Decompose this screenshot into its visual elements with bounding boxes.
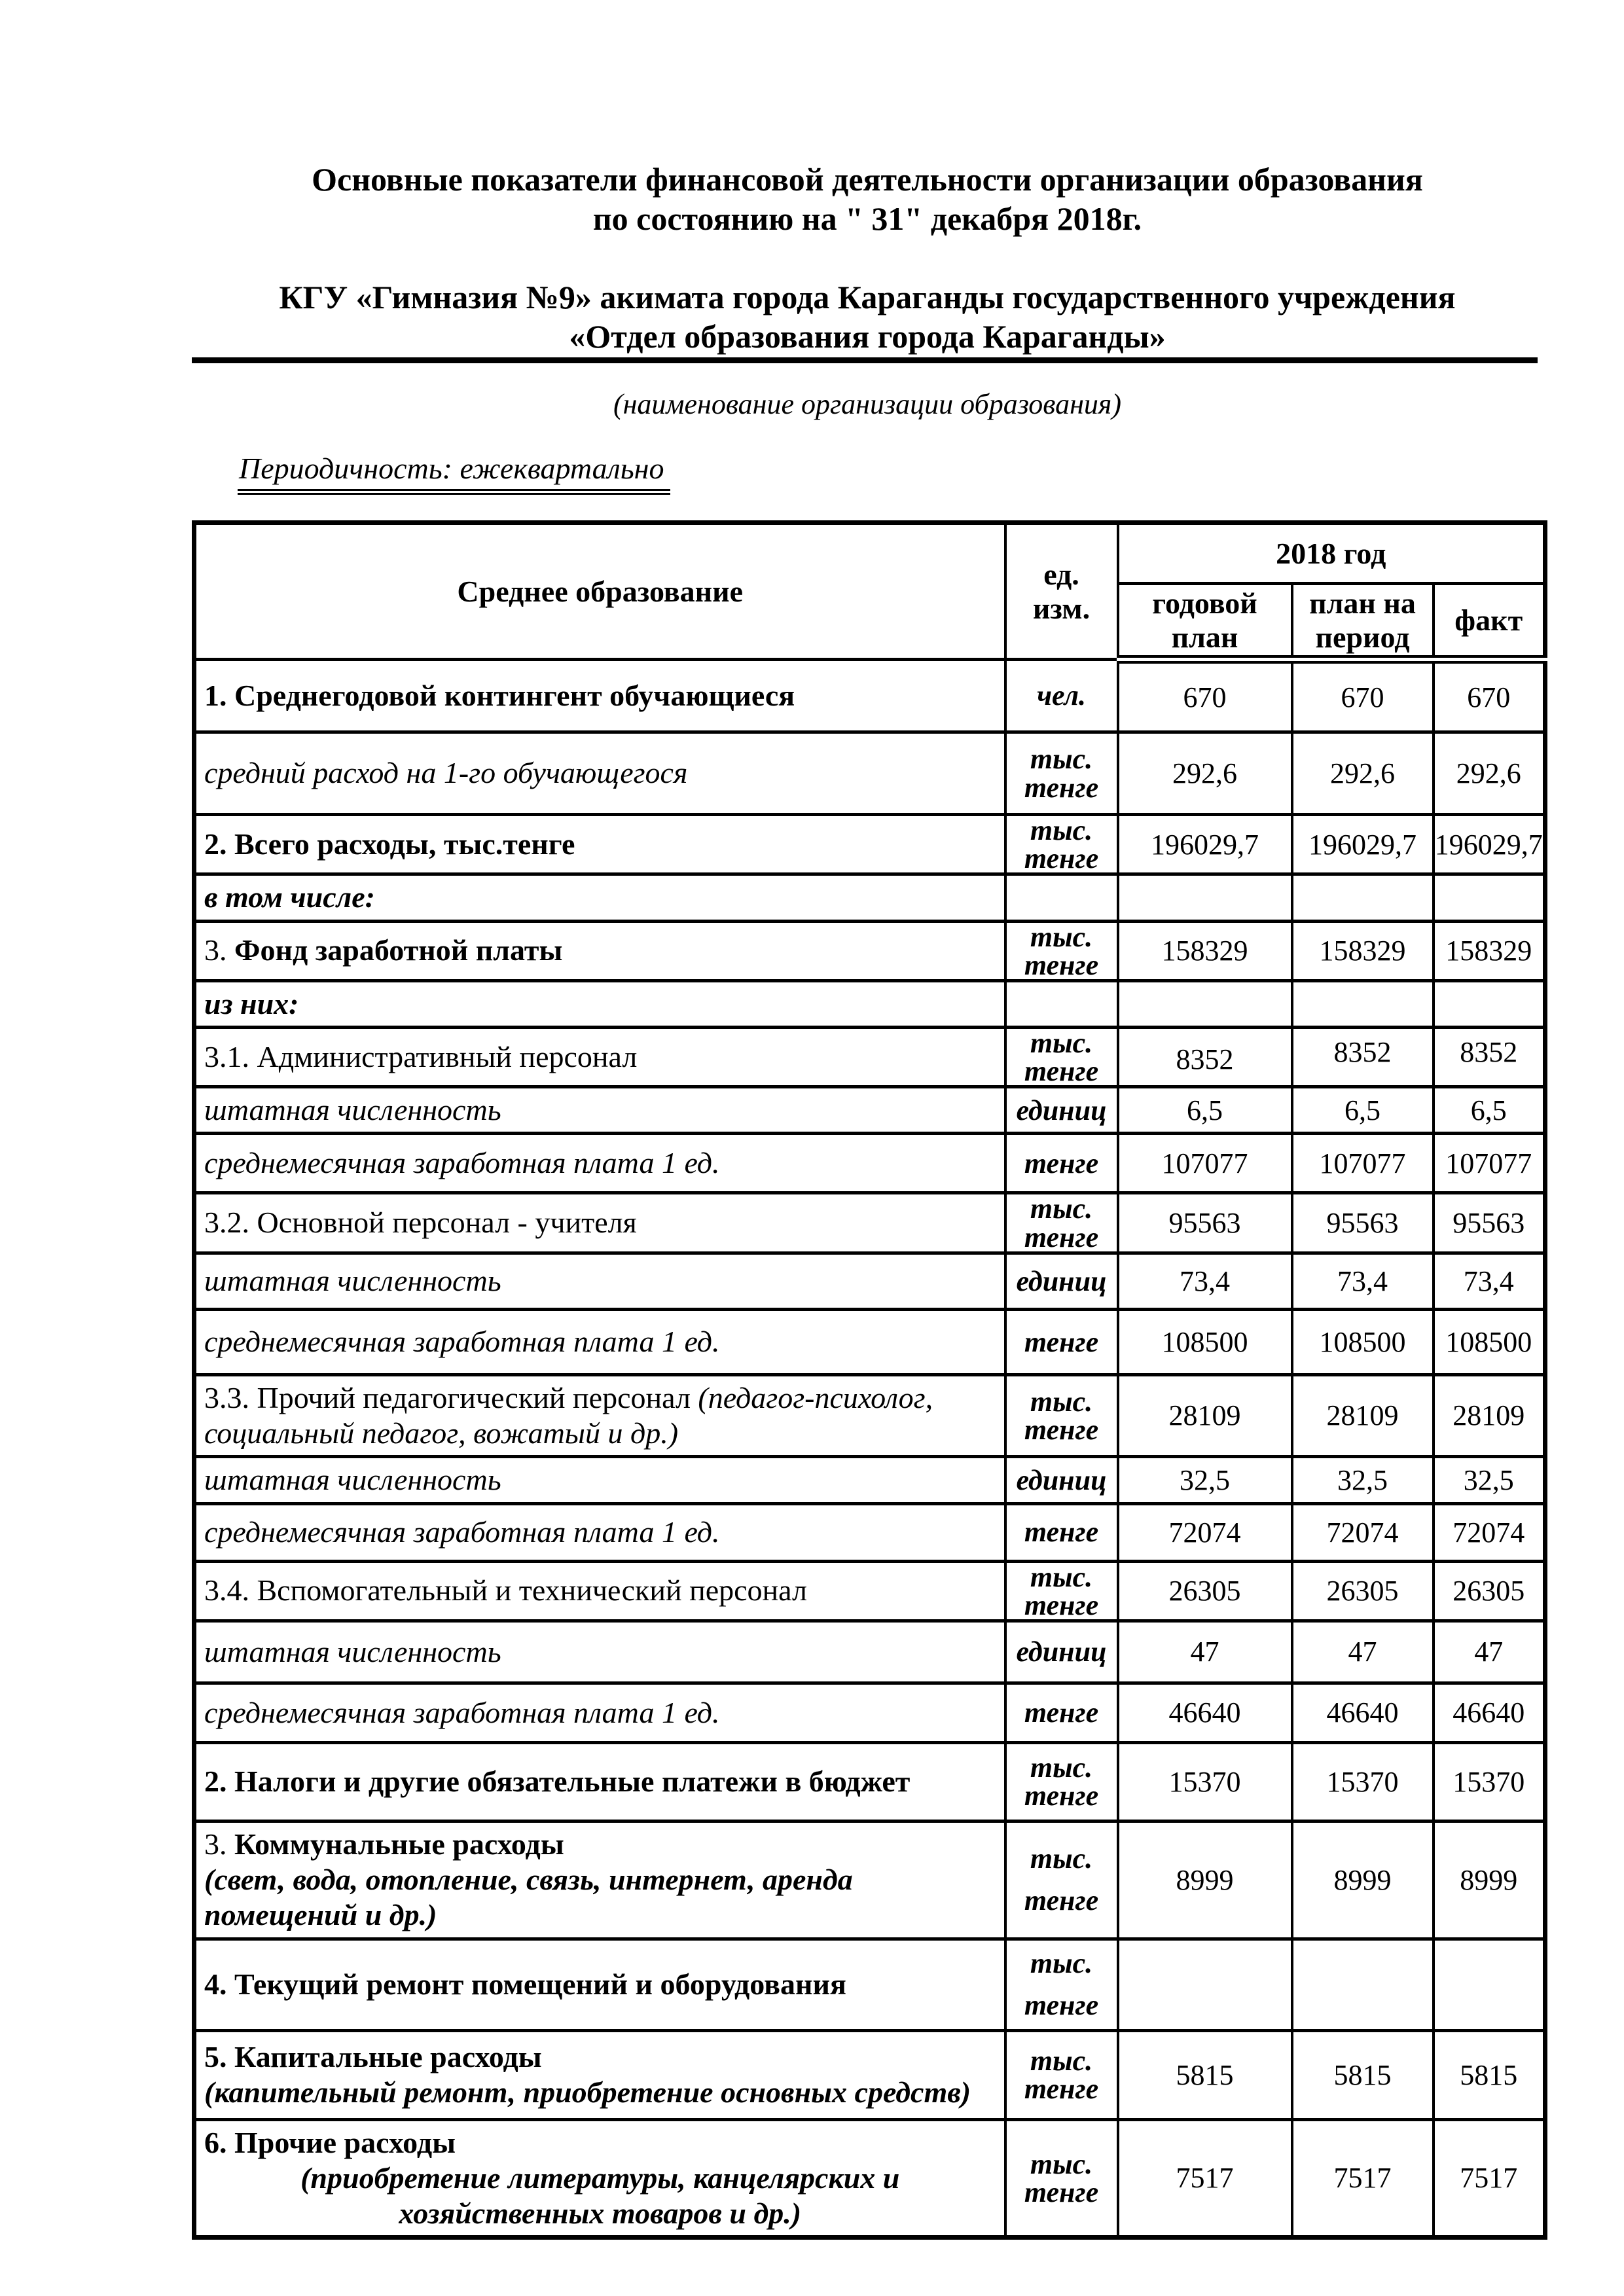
row-unit: тенге [1005, 1134, 1118, 1193]
row-value: 5815 [1118, 2030, 1292, 2119]
row-value [1118, 874, 1292, 921]
row-value: 196029,7 [1292, 815, 1434, 874]
row-value: 32,5 [1118, 1457, 1292, 1503]
row-value: 107077 [1118, 1134, 1292, 1193]
row-unit: чел. [1005, 660, 1118, 732]
row-value: 46640 [1118, 1683, 1292, 1742]
row-value: 7517 [1292, 2119, 1434, 2238]
row-unit: тыс. тенге [1005, 1561, 1118, 1621]
column-header-annual-plan: годовой план [1118, 584, 1292, 660]
row-value [1292, 874, 1434, 921]
row-value: 6,5 [1118, 1087, 1292, 1134]
row-value: 5815 [1292, 2030, 1434, 2119]
row-value: 73,4 [1434, 1253, 1545, 1309]
table-row [194, 921, 1545, 980]
row-label: среднемесячная заработная плата 1 ед. [194, 1503, 1005, 1561]
row-unit: тыс. тенге [1005, 1742, 1118, 1821]
row-label: 1. Среднегодовой контингент обучающиеся [194, 660, 1005, 732]
row-value: 8999 [1118, 1821, 1292, 1939]
row-label: среднемесячная заработная плата 1 ед. [194, 1683, 1005, 1742]
row-value: 107077 [1292, 1134, 1434, 1193]
table-row [194, 1134, 1545, 1193]
organization-name-line-2: «Отдел образования города Караганды» [569, 318, 1166, 355]
row-label: 3.1. Административный персонал [194, 1028, 1005, 1087]
row-label: штатная численность [194, 1621, 1005, 1683]
row-value: 108500 [1118, 1309, 1292, 1374]
row-unit: тыс. тенге [1005, 921, 1118, 980]
table-row [194, 1503, 1545, 1561]
row-label: 3. Коммунальные расходы (свет, вода, отопление, связь, интернет, аренда помещений и др.) [194, 1821, 1005, 1939]
row-value: 28109 [1118, 1374, 1292, 1457]
row-unit: тыс. тенге [1005, 1374, 1118, 1457]
table-row [194, 1028, 1545, 1087]
table-row [194, 1821, 1545, 1939]
row-value: 32,5 [1292, 1457, 1434, 1503]
row-label: 3. Фонд заработной платы [194, 921, 1005, 980]
horizontal-rule [192, 357, 1538, 363]
row-value: 8999 [1292, 1821, 1434, 1939]
table-row [194, 1309, 1545, 1374]
row-value: 108500 [1292, 1309, 1434, 1374]
row-unit: единиц [1005, 1087, 1118, 1134]
column-header-unit-line-1: ед. [1043, 558, 1079, 591]
row-label: среднемесячная заработная плата 1 ед. [194, 1134, 1005, 1193]
row-value: 26305 [1118, 1561, 1292, 1621]
table-header [194, 523, 1545, 660]
organization-name-line-1: КГУ «Гимназия №9» акимата города Караганды государственного учреждения [279, 279, 1456, 315]
row-value: 8999 [1434, 1821, 1545, 1939]
row-label-detail: (приобретение литературы, канцелярских и хозяйственных товаров и др.) [300, 2161, 900, 2231]
row-value: 292,6 [1118, 732, 1292, 815]
row-unit: тенге [1005, 1683, 1118, 1742]
column-header-subject: Среднее образование [194, 523, 1005, 660]
row-value: 95563 [1292, 1193, 1434, 1253]
row-value: 7517 [1434, 2119, 1545, 2238]
table-row [194, 980, 1545, 1027]
row-value [1434, 1939, 1545, 2030]
row-value: 28109 [1434, 1374, 1545, 1457]
row-unit: тыс. тенге [1005, 1028, 1118, 1087]
row-label: в том числе: [194, 874, 1005, 921]
row-label: штатная численность [194, 1087, 1005, 1134]
row-unit: тыс. тенге [1005, 1193, 1118, 1253]
row-value: 46640 [1434, 1683, 1545, 1742]
row-value: 7517 [1118, 2119, 1292, 2238]
table-row [194, 1683, 1545, 1742]
table-header-row-top [194, 523, 1545, 584]
row-label: 2. Налоги и другие обязательные платежи в бюджет [194, 1742, 1005, 1821]
row-value: 6,5 [1434, 1087, 1545, 1134]
row-unit [1005, 874, 1118, 921]
row-value: 73,4 [1118, 1253, 1292, 1309]
row-value: 107077 [1434, 1134, 1545, 1193]
row-value [1434, 874, 1545, 921]
row-unit: тыс. тенге [1005, 2119, 1118, 2238]
row-value: 28109 [1292, 1374, 1434, 1457]
column-header-unit-line-2: изм. [1032, 591, 1091, 625]
row-unit: тенге [1005, 1309, 1118, 1374]
table-row [194, 660, 1545, 732]
row-value: 108500 [1434, 1309, 1545, 1374]
row-value [1292, 980, 1434, 1027]
row-label: из них: [194, 980, 1005, 1027]
row-label: 4. Текущий ремонт помещений и оборудования [194, 1939, 1005, 2030]
row-value: 15370 [1434, 1742, 1545, 1821]
row-value: 196029,7 [1434, 815, 1545, 874]
financial-indicators-table [192, 520, 1547, 2240]
row-unit: тыс. тенге [1005, 1939, 1118, 2030]
row-label-detail: (капительный ремонт, приобретение основных средств) [204, 2075, 971, 2109]
row-unit: тенге [1005, 1503, 1118, 1561]
table-row [194, 2030, 1545, 2119]
row-value: 73,4 [1292, 1253, 1434, 1309]
row-value: 8352 [1434, 1028, 1545, 1087]
row-label: 3.4. Вспомогательный и технический персонал [194, 1561, 1005, 1621]
page-title-line-1: Основные показатели финансовой деятельности организации образования [312, 161, 1423, 198]
column-header-fact: факт [1434, 584, 1545, 660]
page-title-line-2: по состоянию на " 31" декабря 2018г. [592, 200, 1142, 237]
row-value: 26305 [1434, 1561, 1545, 1621]
row-value: 292,6 [1292, 732, 1434, 815]
table-row [194, 2119, 1545, 2238]
table-row [194, 1193, 1545, 1253]
row-value: 670 [1118, 660, 1292, 732]
table-row [194, 874, 1545, 921]
row-label: среднемесячная заработная плата 1 ед. [194, 1309, 1005, 1374]
row-unit: единиц [1005, 1621, 1118, 1683]
row-value [1434, 980, 1545, 1027]
row-unit: тыс. тенге [1005, 815, 1118, 874]
row-value: 15370 [1118, 1742, 1292, 1821]
row-label: 3.3. Прочий педагогический персонал (педагог-психолог, социальный педагог, вожатый и др.) [194, 1374, 1005, 1457]
row-value: 15370 [1292, 1742, 1434, 1821]
row-label-detail: (свет, вода, отопление, связь, интернет, аренда помещений и др.) [204, 1862, 853, 1932]
table-row [194, 815, 1545, 874]
table-row [194, 1561, 1545, 1621]
row-value: 95563 [1434, 1193, 1545, 1253]
row-value: 158329 [1118, 921, 1292, 980]
row-value: 47 [1434, 1621, 1545, 1683]
row-value: 196029,7 [1118, 815, 1292, 874]
row-value [1118, 1939, 1292, 2030]
row-unit: тыс. тенге [1005, 2030, 1118, 2119]
row-value: 47 [1292, 1621, 1434, 1683]
row-label: штатная численность [194, 1457, 1005, 1503]
row-value: 32,5 [1434, 1457, 1545, 1503]
column-header-unit [1005, 523, 1118, 660]
row-label: средний расход на 1-го обучающегося [194, 732, 1005, 815]
row-value: 72074 [1292, 1503, 1434, 1561]
table-row [194, 1939, 1545, 2030]
table-row [194, 1253, 1545, 1309]
table-row [194, 1087, 1545, 1134]
row-value: 47 [1118, 1621, 1292, 1683]
row-value: 670 [1292, 660, 1434, 732]
row-value: 292,6 [1434, 732, 1545, 815]
row-unit: единиц [1005, 1253, 1118, 1309]
row-value: 5815 [1434, 2030, 1545, 2119]
row-unit [1005, 980, 1118, 1027]
row-value [1292, 1939, 1434, 2030]
row-value: 158329 [1434, 921, 1545, 980]
row-unit: тыс. тенге [1005, 732, 1118, 815]
table-body [194, 660, 1545, 2238]
row-label: штатная численность [194, 1253, 1005, 1309]
row-value: 158329 [1292, 921, 1434, 980]
row-value: 95563 [1118, 1193, 1292, 1253]
row-label: 2. Всего расходы, тыс.тенге [194, 815, 1005, 874]
periodicity-label: Периодичность: ежеквартально [238, 452, 670, 495]
row-value: 72074 [1434, 1503, 1545, 1561]
organization-name-caption: (наименование организации образования) [613, 388, 1122, 420]
row-label: 6. Прочие расходы (приобретение литературы, канцелярских и хозяйственных товаров и др.) [194, 2119, 1005, 2238]
row-value: 26305 [1292, 1561, 1434, 1621]
row-unit: тыс. тенге [1005, 1821, 1118, 1939]
row-label: 5. Капитальные расходы (капительный ремонт, приобретение основных средств) [194, 2030, 1005, 2119]
column-header-year-group: 2018 год [1118, 523, 1545, 584]
row-label: 3.2. Основной персонал - учителя [194, 1193, 1005, 1253]
table-row [194, 1457, 1545, 1503]
row-value [1118, 980, 1292, 1027]
page-title [192, 160, 1543, 238]
row-value: 8352 [1292, 1028, 1434, 1087]
row-value: 670 [1434, 660, 1545, 732]
table-row [194, 1621, 1545, 1683]
table-row [194, 1374, 1545, 1457]
organization-name [192, 278, 1543, 356]
table-row [194, 1742, 1545, 1821]
row-value: 6,5 [1292, 1087, 1434, 1134]
row-unit: единиц [1005, 1457, 1118, 1503]
table-row [194, 732, 1545, 815]
column-header-period-plan: план на период [1292, 584, 1434, 660]
row-value: 46640 [1292, 1683, 1434, 1742]
row-value: 72074 [1118, 1503, 1292, 1561]
row-value: 8352 [1118, 1028, 1292, 1087]
